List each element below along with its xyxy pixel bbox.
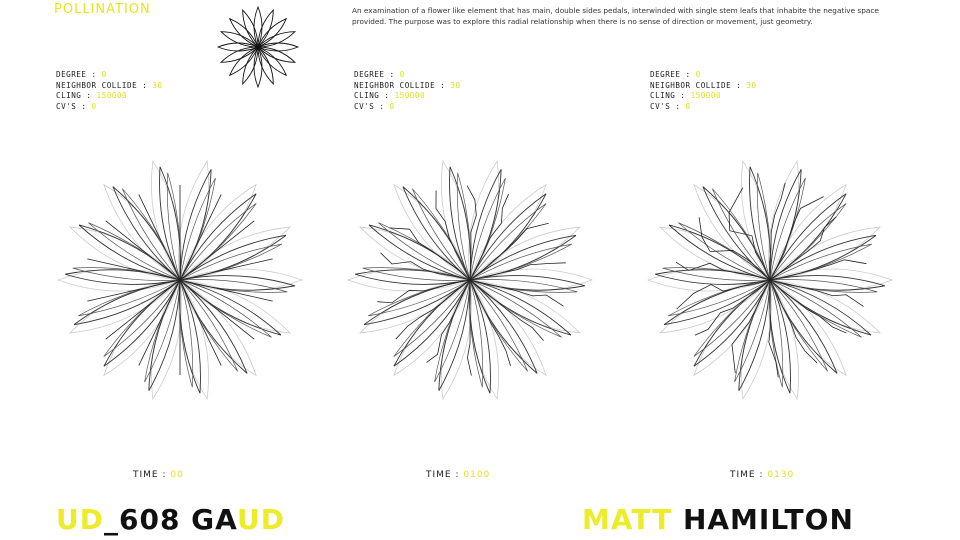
neighbor-collide-row: NEIGHBOR COLLIDE : 30 (354, 80, 461, 90)
degree-row: DEGREE : 0 (56, 70, 107, 79)
flower-drawing-3 (640, 150, 900, 410)
project-title: POLLINATION (54, 2, 151, 17)
time-label-1: TIME : 00 (133, 470, 184, 480)
thumbnail-flower-icon (215, 4, 301, 90)
author-name: MATT HAMILTON (582, 503, 854, 536)
cvs-row: CV'S : 0 (650, 101, 691, 111)
degree-row: DEGREE : 0 (354, 70, 405, 79)
cvs-row: CV'S : 0 (56, 101, 97, 111)
time-label-2: TIME : 0100 (426, 470, 491, 480)
panel-3-params (650, 70, 757, 112)
panel-2-params (354, 70, 461, 112)
neighbor-collide-row: NEIGHBOR COLLIDE : 30 (56, 80, 163, 90)
time-label-3: TIME : 0130 (730, 470, 795, 480)
neighbor-collide-row: NEIGHBOR COLLIDE : 30 (650, 80, 757, 90)
cvs-row: CV'S : 0 (354, 101, 395, 111)
cling-row: CLING : 150000 (650, 91, 722, 100)
flower-drawing-1 (50, 150, 310, 410)
panel-1-params (56, 70, 163, 112)
degree-row: DEGREE : 0 (650, 70, 701, 79)
cling-row: CLING : 150000 (56, 91, 128, 100)
course-code: UD_608 GAUD (56, 503, 285, 536)
flower-drawing-2 (340, 150, 600, 410)
cling-row: CLING : 150000 (354, 91, 426, 100)
project-description: An examination of a flower like element that has main, double sides pedals, interwinded with single stem leafs that inhabite the negative space provided. The purpose was to explore this radial relationship when there is no sense of direction or movement, just geometry. (352, 6, 879, 26)
